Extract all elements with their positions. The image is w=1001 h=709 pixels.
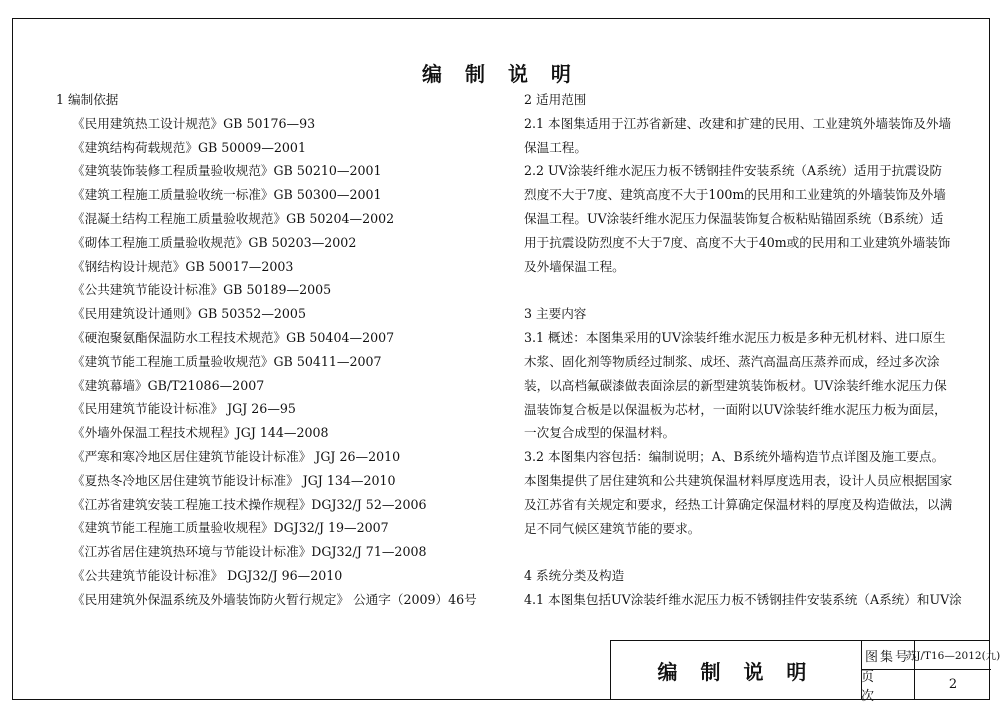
- scope-paragraph-1: 2.1 本图集适用于江苏省新建、改建和扩建的民用、工业建筑外墙装饰及外墙保温工程。: [524, 115, 952, 155]
- section-gap: [524, 278, 954, 302]
- standard-item: 《民用建筑热工设计规范》GB 50176—93: [72, 115, 316, 131]
- standard-item: 《外墙外保温工程技术规程》JGJ 144—2008: [72, 425, 329, 441]
- standard-item: 《公共建筑节能设计标准》 DGJ32/J 96—2010: [72, 567, 343, 583]
- standard-item: 《严寒和寒冷地区居住建筑节能设计标准》 JGJ 26—2010: [72, 448, 401, 464]
- standard-item: 《建筑工程施工质量验收统一标准》GB 50300—2001: [72, 187, 382, 203]
- title-block: [610, 640, 1001, 704]
- standard-item: 《民用建筑设计通则》GB 50352—2005: [72, 306, 306, 322]
- standard-item: 《硬泡聚氨酯保温防水工程技术规范》GB 50404—2007: [72, 329, 395, 345]
- standard-item: 《公共建筑节能设计标准》GB 50189—2005: [72, 282, 332, 298]
- content-heading: 3 主要内容: [524, 306, 587, 322]
- standard-item: 《建筑节能工程施工质量验收规范》GB 50411—2007: [72, 353, 382, 369]
- standard-item: 《江苏省居住建筑热环境与节能设计标准》DGJ32/J 71—2008: [72, 544, 427, 560]
- scope-paragraph-2: 2.2 UV涂装纤维水泥压力板不锈钢挂件安装系统（A系统）适用于抗震设防烈度不大于7度、建筑高度不大于100m的民用和工业建筑的外墙装饰及外墙保温工程。UV涂装纤维水泥压力保温装饰复合板粘贴锚固系统（B系统）适用于抗震设防烈度不大于7度、高度不大于40m或的民用和工业建筑外墙装饰及外墙保温工程。: [524, 163, 951, 274]
- right-column: [524, 88, 962, 612]
- standard-item: 《民用建筑节能设计标准》 JGJ 26—95: [72, 401, 296, 417]
- page-title: 编 制 说 明: [422, 62, 579, 86]
- content-paragraph-2: 3.2 本图集内容包括：编制说明；A、B系统外墙构造节点详图及施工要点。本图集提供了居住建筑和公共建筑保温材料厚度选用表，设计人员应根据国家及江苏省有关规定和要求，经热工计算确定保温材料的厚度及构造做法，以满足不同气候区建筑节能的要求。: [524, 449, 953, 536]
- standard-item: 《建筑结构荷载规范》GB 50009—2001: [72, 139, 306, 155]
- standard-item: 《建筑装饰装修工程质量验收规范》GB 50210—2001: [72, 163, 382, 179]
- basis-heading: 1 编制依据: [56, 92, 119, 107]
- title-block-title: 编 制 说 明: [611, 641, 862, 699]
- content-paragraph-1: 3.1 概述：本图集采用的UV涂装纤维水泥压力板是多种无机材料、进口原生木浆、固化剂等物质经过制浆、成坯、蒸汽高温高压蒸养而成，经过多次涂装，以高档氟碳漆做表面涂层的新型建筑装饰板材。UV涂装纤维水泥压力保温装饰复合板是以保温板为芯材，一面附以UV涂装纤维水泥压力板为面层，一次复合成型的保温材料。: [524, 330, 947, 441]
- section-gap: [524, 540, 954, 564]
- system-paragraph-1: 4.1 本图集包括UV涂装纤维水泥压力板不锈钢挂件安装系统（A系统）和UV涂: [524, 592, 962, 608]
- system-heading: 4 系统分类及构造: [524, 568, 625, 584]
- atlas-number-label: 图集号: [861, 641, 915, 670]
- standard-item: 《混凝土结构工程施工质量验收规范》GB 50204—2002: [72, 210, 395, 226]
- scope-heading: 2 适用范围: [524, 92, 587, 107]
- page-number-label: 页 次: [861, 670, 915, 699]
- standard-item: 《建筑幕墙》GB/T21086—2007: [72, 377, 265, 393]
- standard-item: 《民用建筑外保温系统及外墙装饰防火暂行规定》 公通字（2009）46号: [72, 591, 477, 607]
- atlas-number-value: 苏J/T16—2012(九): [915, 641, 991, 670]
- standard-item: 《砌体工程施工质量验收规范》GB 50203—2002: [72, 234, 357, 250]
- standard-item: 《建筑节能工程施工质量验收规程》DGJ32/J 19—2007: [72, 520, 389, 536]
- basis-section: [56, 88, 496, 612]
- standard-item: 《钢结构设计规范》GB 50017—2003: [72, 258, 294, 274]
- page-number-value: 2: [948, 677, 958, 692]
- standard-item: 《江苏省建筑安装工程施工技术操作规程》DGJ32/J 52—2006: [72, 496, 427, 512]
- standard-item: 《夏热冬冷地区居住建筑节能设计标准》 JGJ 134—2010: [72, 472, 396, 488]
